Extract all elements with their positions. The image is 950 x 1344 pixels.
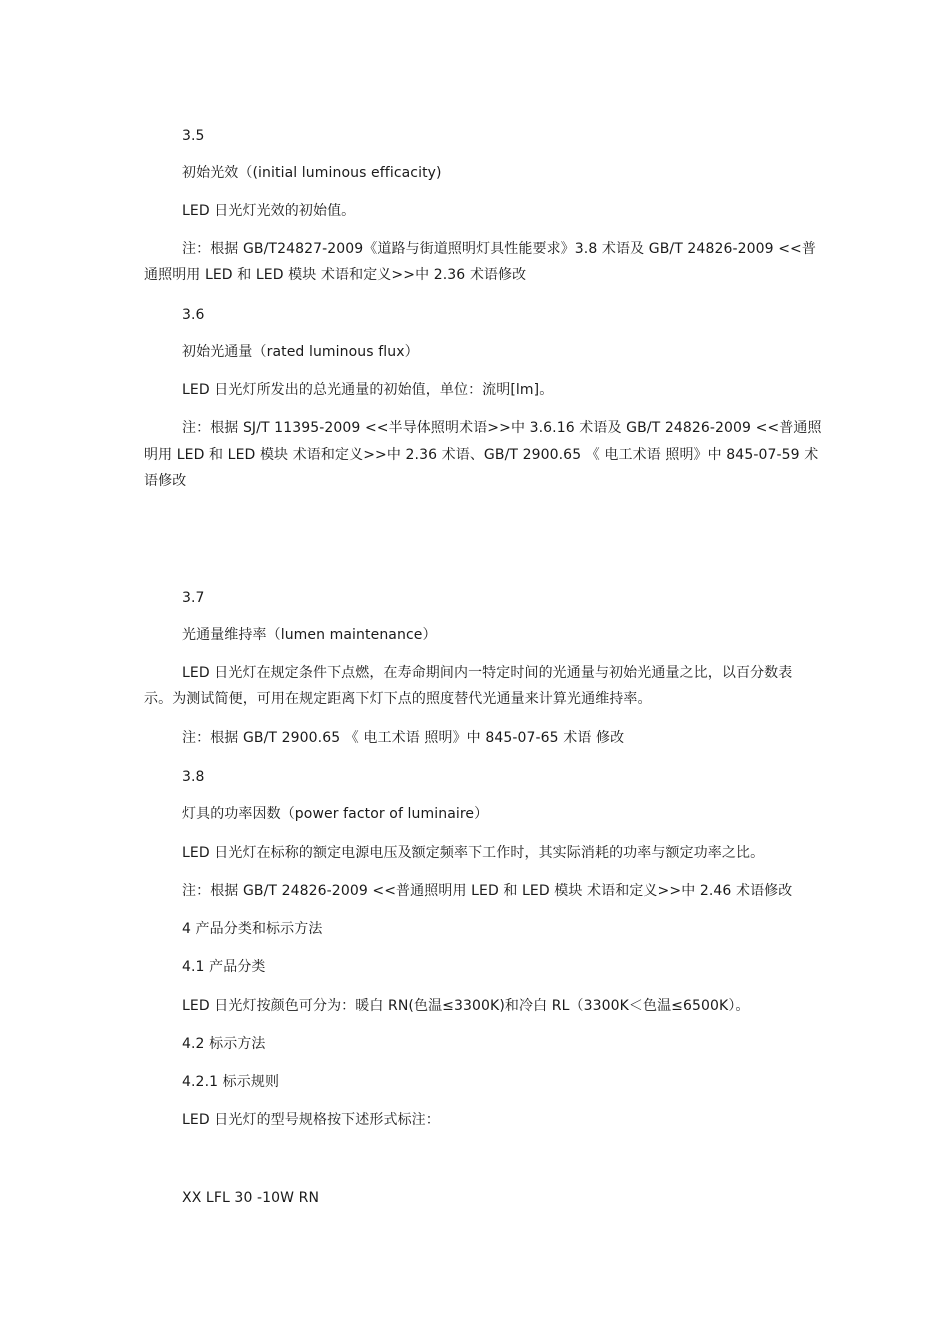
term-title: 初始光通量（rated luminous flux） <box>182 344 419 360</box>
term-note-line: 注：根据 GB/T24827-2009《道路与街道照明灯具性能要求》3.8 术语及 GB/T 24826-2009 <<普 <box>182 241 816 257</box>
chapter-heading: 4 产品分类和标示方法 <box>182 921 323 937</box>
section-number: 3.6 <box>182 307 205 323</box>
term-note-line: 注：根据 SJ/T 11395-2009 <<半导体照明术语>>中 3.6.16 术语及 GB/T 24826-2009 <<普通照 <box>182 420 822 436</box>
model-example: XX LFL 30 -10W RN <box>182 1190 320 1206</box>
section-number: 3.8 <box>182 769 205 785</box>
term-title: 光通量维持率（lumen maintenance） <box>182 627 437 643</box>
term-definition: LED 日光灯光效的初始值。 <box>182 203 356 219</box>
term-note-line: 语修改 <box>144 473 187 489</box>
section-number: 3.7 <box>182 590 205 606</box>
term-title: 初始光效（(initial luminous efficacity) <box>182 165 442 181</box>
term-note-line: 通照明用 LED 和 LED 模块 术语和定义>>中 2.36 术语修改 <box>144 267 527 283</box>
subsection-heading: 4.2.1 标示规则 <box>182 1074 280 1090</box>
term-definition-line: LED 日光灯在规定条件下点燃，在寿命期间内一特定时间的光通量与初始光通量之比，以百分数表 <box>182 665 793 681</box>
paragraph: LED 日光灯按颜色可分为：暖白 RN(色温≤3300K)和冷白 RL（3300K＜色温≤6500K）。 <box>182 998 750 1014</box>
term-note: 注：根据 GB/T 24826-2009 <<普通照明用 LED 和 LED 模块 术语和定义>>中 2.46 术语修改 <box>182 883 793 899</box>
subsection-heading: 4.1 产品分类 <box>182 959 266 975</box>
term-note-line: 明用 LED 和 LED 模块 术语和定义>>中 2.36 术语、GB/T 2900.65 《 电工术语 照明》中 845-07-59 术 <box>144 447 819 463</box>
section-number: 3.5 <box>182 128 205 144</box>
term-definition-line: 示。为测试简便，可用在规定距离下灯下点的照度替代光通量来计算光通维持率。 <box>144 691 652 707</box>
term-definition: LED 日光灯在标称的额定电源电压及额定频率下工作时，其实际消耗的功率与额定功率之比。 <box>182 845 765 861</box>
subsection-heading: 4.2 标示方法 <box>182 1036 266 1052</box>
paragraph: LED 日光灯的型号规格按下述形式标注： <box>182 1112 440 1128</box>
term-title: 灯具的功率因数（power factor of luminaire） <box>182 806 489 822</box>
term-note: 注：根据 GB/T 2900.65 《 电工术语 照明》中 845-07-65 术语 修改 <box>182 730 625 746</box>
term-definition: LED 日光灯所发出的总光通量的初始值，单位：流明[lm]。 <box>182 382 554 398</box>
